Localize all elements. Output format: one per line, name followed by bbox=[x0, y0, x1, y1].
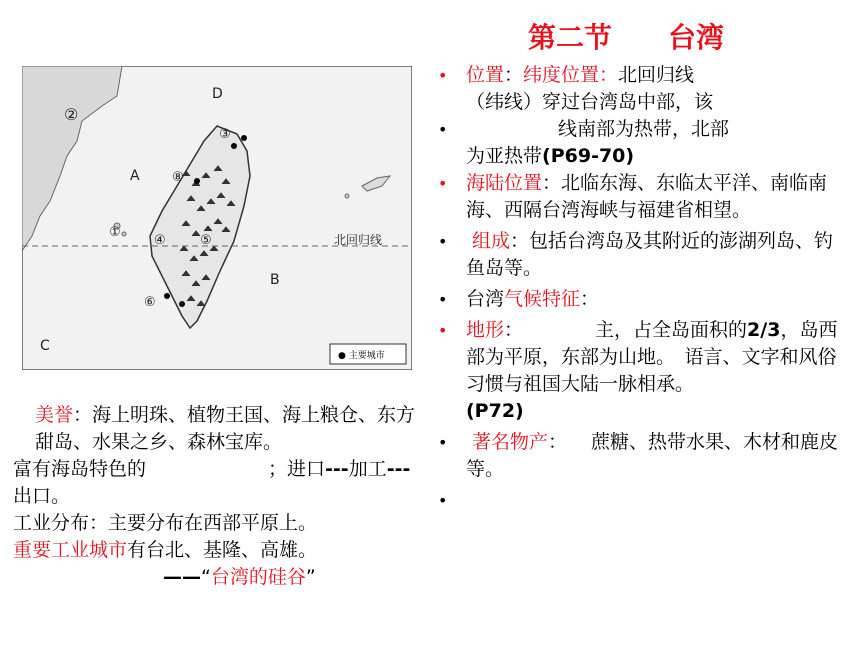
list-item-composition: • 组成：包括台湾岛及其附近的澎湖列岛、钓鱼岛等。 bbox=[438, 230, 834, 279]
bullet: • bbox=[438, 66, 448, 85]
map-label-8: ⑧ bbox=[172, 170, 184, 185]
slide-title: 第二节 台湾 bbox=[528, 21, 725, 54]
map-label-a: A bbox=[130, 168, 140, 184]
economy-paragraph: 富有海岛特色的 ；进口---加工---出口。 bbox=[13, 458, 411, 507]
bullet: • bbox=[438, 290, 448, 309]
list-item-location: • 位置：纬度位置：北回归线 （纬线）穿过台湾岛中部，该 bbox=[438, 64, 714, 113]
list-item-terrain: • 地形： 主，占全岛面积的2/3，岛西部为平原，东部为山地。 语言、文字和风俗习惯与祖国大陆一脉相承。 (P72) bbox=[438, 319, 838, 422]
map-label-3: ③ bbox=[219, 127, 231, 142]
taiwan-map bbox=[22, 66, 412, 370]
list-item-products: • 著名物产： 蔗糖、热带水果、木材和鹿皮等。 bbox=[438, 431, 839, 480]
reputation-paragraph: 美誉：海上明珠、植物王国、海上粮仓、东方甜岛、水果之乡、森林宝库。 bbox=[35, 404, 416, 453]
map-label-b: B bbox=[270, 272, 280, 288]
list-item-climate: • 台湾气候特征： bbox=[438, 286, 848, 313]
industry-distribution: 工业分布：主要分布在西部平原上。 bbox=[13, 512, 318, 534]
bullet: • bbox=[438, 174, 448, 193]
map-label-1: ① bbox=[109, 225, 121, 240]
industrial-cities: 重要工业城市有台北、基隆、高雄。 bbox=[13, 539, 318, 561]
bullet: • bbox=[438, 321, 448, 340]
map-label-5: ⑤ bbox=[200, 233, 212, 248]
map-label-2: ② bbox=[64, 105, 79, 124]
map-label-4: ④ bbox=[154, 233, 166, 248]
map-label-6: ⑥ bbox=[144, 295, 156, 310]
map-legend-text: ● 主要城市 bbox=[338, 351, 385, 361]
bullet: • bbox=[438, 433, 448, 452]
list-item-climate-zone: • 线南部为热带，北部 为亚热带(P69-70) bbox=[438, 118, 730, 167]
silicon-valley-line: ——“台湾的硅谷” bbox=[163, 566, 316, 588]
right-content bbox=[438, 62, 848, 510]
tropic-label: 北回归线 bbox=[334, 233, 383, 247]
left-content bbox=[13, 402, 428, 591]
map-label-d: D bbox=[212, 86, 223, 102]
bullet: • bbox=[438, 120, 448, 139]
list-item-sea-land-position: • 海陆位置：北临东海、东临太平洋、南临南海、西隔台湾海峡与福建省相望。 bbox=[438, 172, 828, 221]
bullet: • bbox=[438, 232, 448, 251]
map-label-c: C bbox=[40, 338, 50, 354]
bullet: • bbox=[438, 491, 448, 510]
